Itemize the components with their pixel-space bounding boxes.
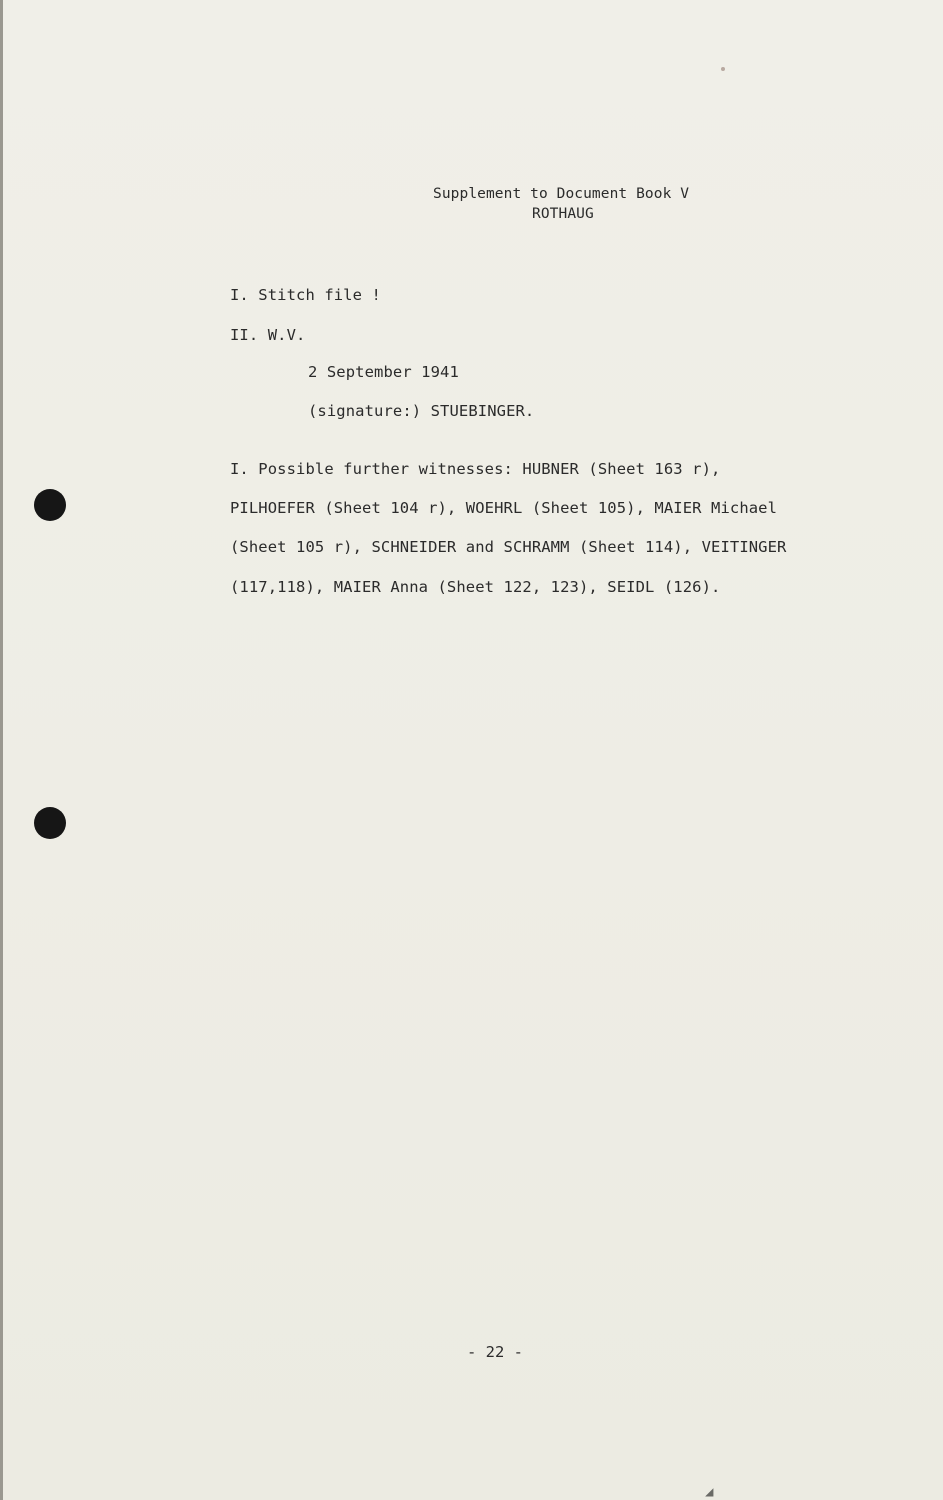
page-number: - 22 - — [467, 1343, 523, 1361]
punch-hole-bottom — [34, 807, 66, 839]
header-name: ROTHAUG — [532, 206, 594, 222]
page-left-edge — [0, 0, 3, 1500]
paper-speck — [721, 67, 725, 71]
witnesses-line-4: (117,118), MAIER Anna (Sheet 122, 123), SEIDL (126). — [230, 578, 721, 596]
punch-hole-top — [34, 489, 66, 521]
document-date: 2 September 1941 — [308, 363, 459, 381]
witnesses-line-3: (Sheet 105 r), SCHNEIDER and SCHRAMM (Sheet 114), VEITINGER — [230, 538, 787, 556]
witnesses-line-2: PILHOEFER (Sheet 104 r), WOEHRL (Sheet 105), MAIER Michael — [230, 499, 778, 517]
header-title: Supplement to Document Book V — [433, 186, 690, 202]
witnesses-line-1: I. Possible further witnesses: HUBNER (Sheet 163 r), — [230, 460, 721, 478]
item-wv: II. W.V. — [230, 326, 306, 344]
signature-line: (signature:) STUEBINGER. — [308, 402, 535, 420]
corner-mark-icon: ◢ — [705, 1484, 714, 1500]
item-stitch-file: I. Stitch file ! — [230, 286, 381, 304]
